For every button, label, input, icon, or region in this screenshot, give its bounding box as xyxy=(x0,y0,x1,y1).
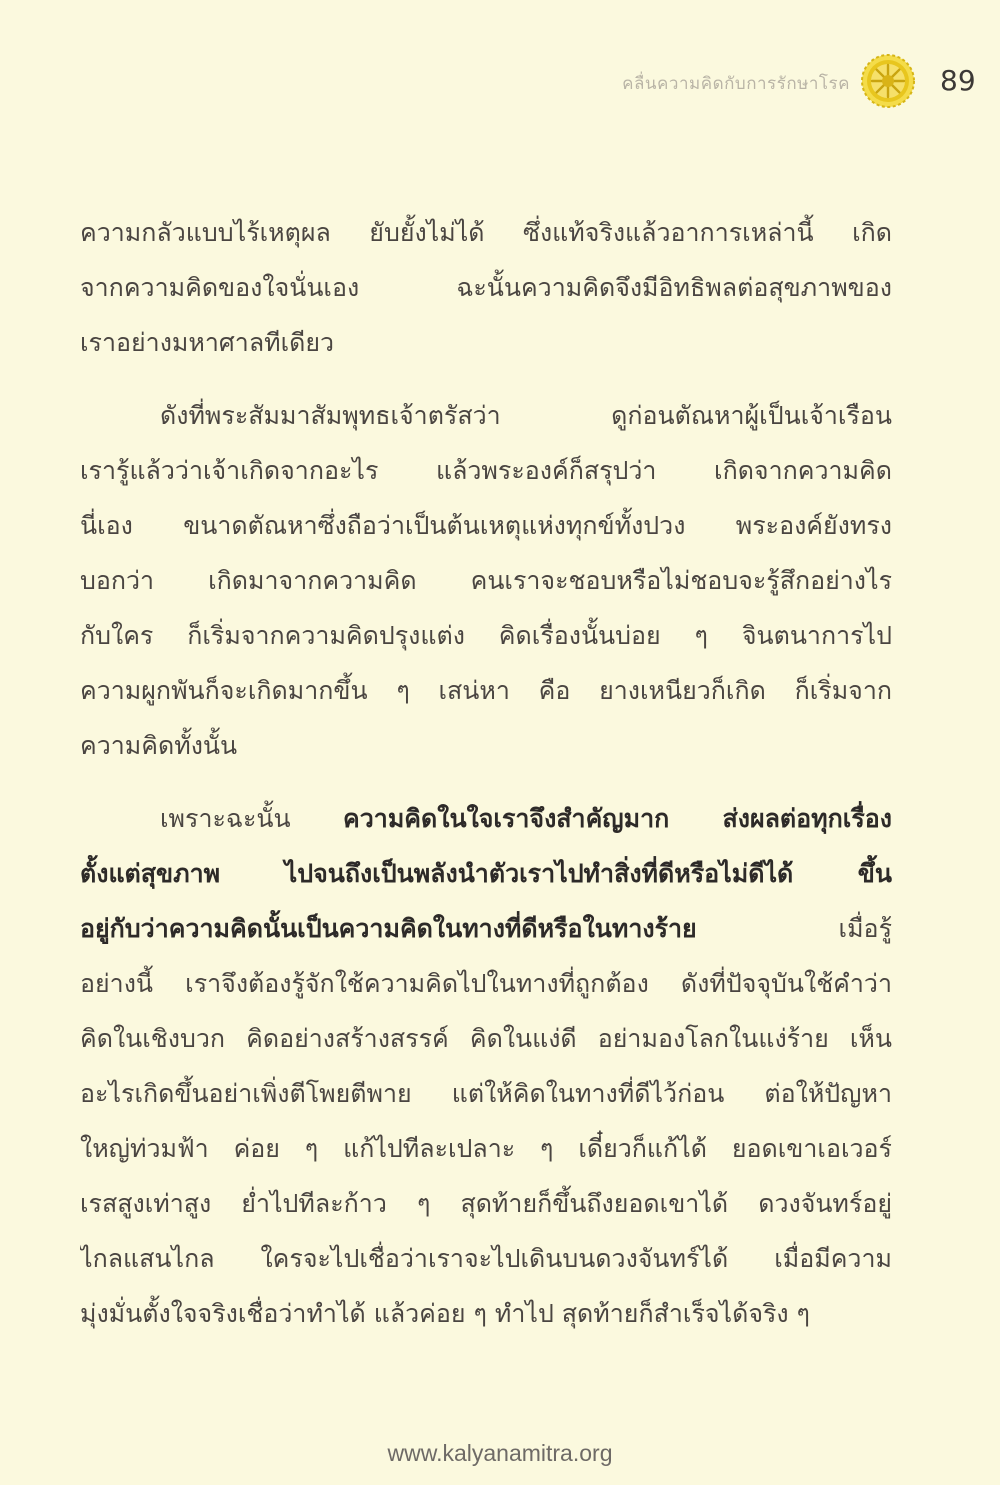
text-line: ความกลัวแบบไร้เหตุผล ยับยั้งไม่ได้ ซึ่งแท้จริงแล้วอาการเหล่านี้ เกิด xyxy=(80,218,892,247)
text-line: เรสสูงเท่าสูง ย่ำไปทีละก้าว ๆ สุดท้ายก็ขึ้นถึงยอดเขาได้ ดวงจันทร์อยู่ xyxy=(80,1189,892,1218)
page-number: 89 xyxy=(940,64,976,97)
text-line: ใหญ่ท่วมฟ้า ค่อย ๆ แก้ไปทีละเปลาะ ๆ เดี๋ยวก็แก้ได้ ยอดเขาเอเวอร์ xyxy=(80,1134,892,1163)
footer-url: www.kalyanamitra.org xyxy=(387,1440,613,1466)
text-line: คิดในเชิงบวก คิดอย่างสร้างสรรค์ คิดในแง่ดี อย่ามองโลกในแง่ร้าย เห็น xyxy=(80,1024,892,1053)
text-line: ความคิดทั้งนั้น xyxy=(80,731,238,760)
dharma-wheel-emblem-icon xyxy=(860,53,916,109)
text-line: กับใคร ก็เริ่มจากความคิดปรุงแต่ง คิดเรื่องนั้นบ่อย ๆ จินตนาการไป xyxy=(80,621,892,650)
text-line xyxy=(80,791,892,846)
running-title: คลื่นความคิดกับการรักษาโรค xyxy=(622,74,850,94)
body-text xyxy=(80,205,892,1341)
text-line: เราอย่างมหาศาลทีเดียว xyxy=(80,328,335,357)
text-line: นี่เอง ขนาดตัณหาซึ่งถือว่าเป็นต้นเหตุแห่งทุกข์ทั้งปวง พระองค์ยังทรง xyxy=(80,511,892,540)
text-line: ไกลแสนไกล ใครจะไปเชื่อว่าเราจะไปเดินบนดวงจันทร์ได้ เมื่อมีความ xyxy=(80,1244,892,1273)
text-line xyxy=(80,901,892,956)
emphasis-text: ตั้งแต่สุขภาพ ไปจนถึงเป็นพลังนำตัวเราไปทำสิ่งที่ดีหรือไม่ดีได้ ขึ้น xyxy=(80,859,892,888)
text-line: บอกว่า เกิดมาจากความคิด คนเราจะชอบหรือไม่ชอบจะรู้สึกอย่างไร xyxy=(80,566,892,595)
text-line: อะไรเกิดขึ้นอย่าเพิ่งตีโพยตีพาย แต่ให้คิดในทางที่ดีไว้ก่อน ต่อให้ปัญหา xyxy=(80,1079,892,1108)
emphasis-text: อยู่กับว่าความคิดนั้นเป็นความคิดในทางที่ดีหรือในทางร้าย xyxy=(80,914,697,943)
paragraph-3 xyxy=(80,791,892,1341)
text-line: มุ่งมั่นตั้งใจจริงเชื่อว่าทำได้ แล้วค่อย ๆ ทำไป สุดท้ายก็สำเร็จได้จริง ๆ xyxy=(80,1299,810,1328)
paragraph-2 xyxy=(80,388,892,773)
emphasis-text: ความคิดในใจเราจึงสำคัญมาก ส่งผลต่อทุกเรื่อง xyxy=(343,804,892,833)
text-line: จากความคิดของใจนั่นเอง ฉะนั้นความคิดจึงมีอิทธิพลต่อสุขภาพของ xyxy=(80,273,892,302)
text-line: ความผูกพันก็จะเกิดมากขึ้น ๆ เสน่หา คือ ยางเหนียวก็เกิด ก็เริ่มจาก xyxy=(80,676,892,705)
text-line: อย่างนี้ เราจึงต้องรู้จักใช้ความคิดไปในทางที่ถูกต้อง ดังที่ปัจจุบันใช้คำว่า xyxy=(80,969,892,998)
text-line: เรารู้แล้วว่าเจ้าเกิดจากอะไร แล้วพระองค์ก็สรุปว่า เกิดจากความคิด xyxy=(80,456,892,485)
paragraph-1 xyxy=(80,205,892,370)
line-plain-text: เพราะฉะนั้น xyxy=(160,804,344,833)
line-plain-text: เมื่อรู้ xyxy=(696,914,892,943)
text-line xyxy=(80,846,892,901)
text-line: ดังที่พระสัมมาสัมพุทธเจ้าตรัสว่า ดูก่อนตัณหาผู้เป็นเจ้าเรือน xyxy=(160,401,892,430)
